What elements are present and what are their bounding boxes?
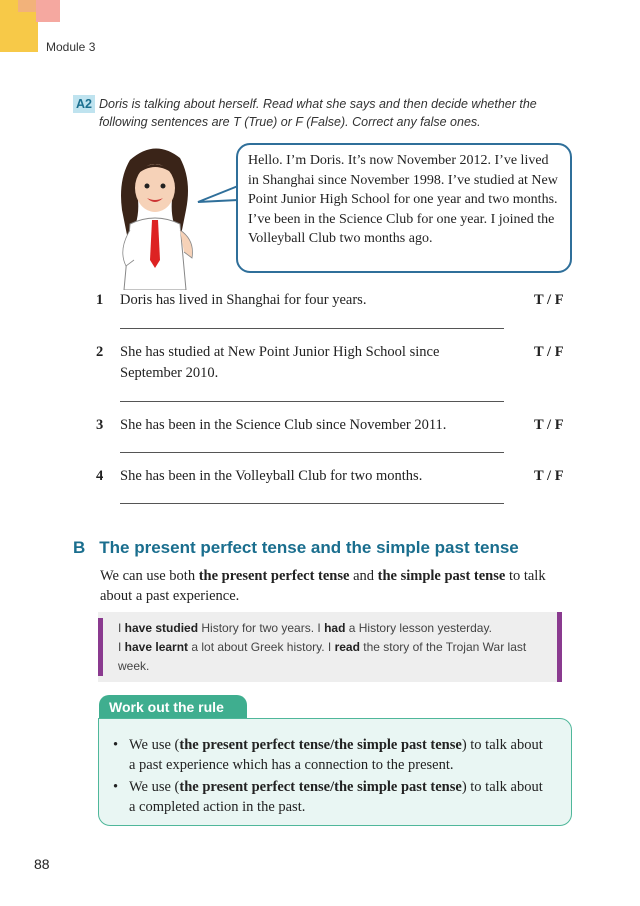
example-bold: had [324,621,346,635]
module-label: Module 3 [46,40,96,54]
example-bar-left [98,618,103,676]
answer-line-2[interactable] [120,401,504,402]
question-text: She has been in the Science Club since November 2011. [120,417,447,433]
question-text: She has been in the Volleyball Club for two months. [120,468,423,484]
example-part: a History lesson yesterday. [345,621,492,635]
rule-text: We use ( [129,737,180,753]
example-bold: read [334,640,360,654]
rule-box [98,718,572,826]
example-part: I [118,621,125,635]
true-false-choice[interactable]: T / F [534,292,564,308]
intro-text: and [349,568,378,584]
question-number: 1 [96,292,104,308]
true-false-choice[interactable]: T / F [534,344,564,360]
speech-bubble: Hello. I’m Doris. It’s now November 2012. I’ve lived in Shanghai since November 1998. I’ve studied at New Point Junior High School for one year and two months. I’ve been in the Science Club for one year. I joined the Volleyball Club two months ago. [236,143,572,273]
a2-instruction-line-2: following sentences are T (True) or F (False). Correct any false ones. [99,115,481,129]
page-number: 88 [34,856,50,872]
true-false-choice[interactable]: T / F [534,417,564,433]
section-letter: B [73,538,86,557]
rule-text: We use ( [129,779,180,795]
doris-illustration [100,140,210,290]
work-out-rule-tab: Work out the rule [99,695,247,719]
question-number: 3 [96,417,104,433]
intro-bold: the simple past tense [377,568,506,584]
a2-instructions [73,95,593,131]
rule-choice[interactable]: the present perfect tense/the simple past tense [179,737,462,753]
bullet-icon: • [113,779,119,795]
example-bold: have learnt [124,640,189,654]
intro-bold: the present perfect tense [198,568,350,584]
rule-text: ) to talk about a completed action in the past. [129,779,543,815]
rule-item [111,735,551,775]
answer-line-1[interactable] [120,328,504,329]
true-false-choice[interactable]: T / F [534,468,564,484]
example-part: History for two years. I [198,621,325,635]
intro-text: to talk about a past experience. [100,568,546,604]
a2-instruction-line-1: Doris is talking about herself. Read what she says and then decide whether the [98,97,537,111]
corner-decoration-orange [18,0,36,12]
section-b-intro [100,566,570,606]
example-box [98,612,562,682]
example-text [118,619,548,676]
example-part: the story of the Trojan War last week. [118,640,527,673]
example-bar-right [557,612,562,682]
rule-text: ) to talk about a past experience which has a connection to the present. [129,737,543,773]
example-bold: have studied [124,621,199,635]
question-text: Doris has lived in Shanghai for four years. [120,292,367,308]
bullet-icon: • [113,737,119,753]
question-text: She has studied at New Point Junior High School since September 2010. [120,344,440,381]
corner-decoration-pink [36,0,60,22]
question-number: 4 [96,468,104,484]
a2-badge: A2 [73,95,95,113]
section-title: The present perfect tense and the simple past tense [99,538,519,557]
example-part: I [118,640,125,654]
intro-text: We can use both [100,568,199,584]
answer-line-4[interactable] [120,503,504,504]
section-b-heading [73,538,519,558]
example-part: a lot about Greek history. I [188,640,335,654]
rule-list [111,735,551,819]
question-number: 2 [96,344,104,360]
rule-choice[interactable]: the present perfect tense/the simple past tense [179,779,462,795]
answer-line-3[interactable] [120,452,504,453]
rule-item [111,777,551,817]
